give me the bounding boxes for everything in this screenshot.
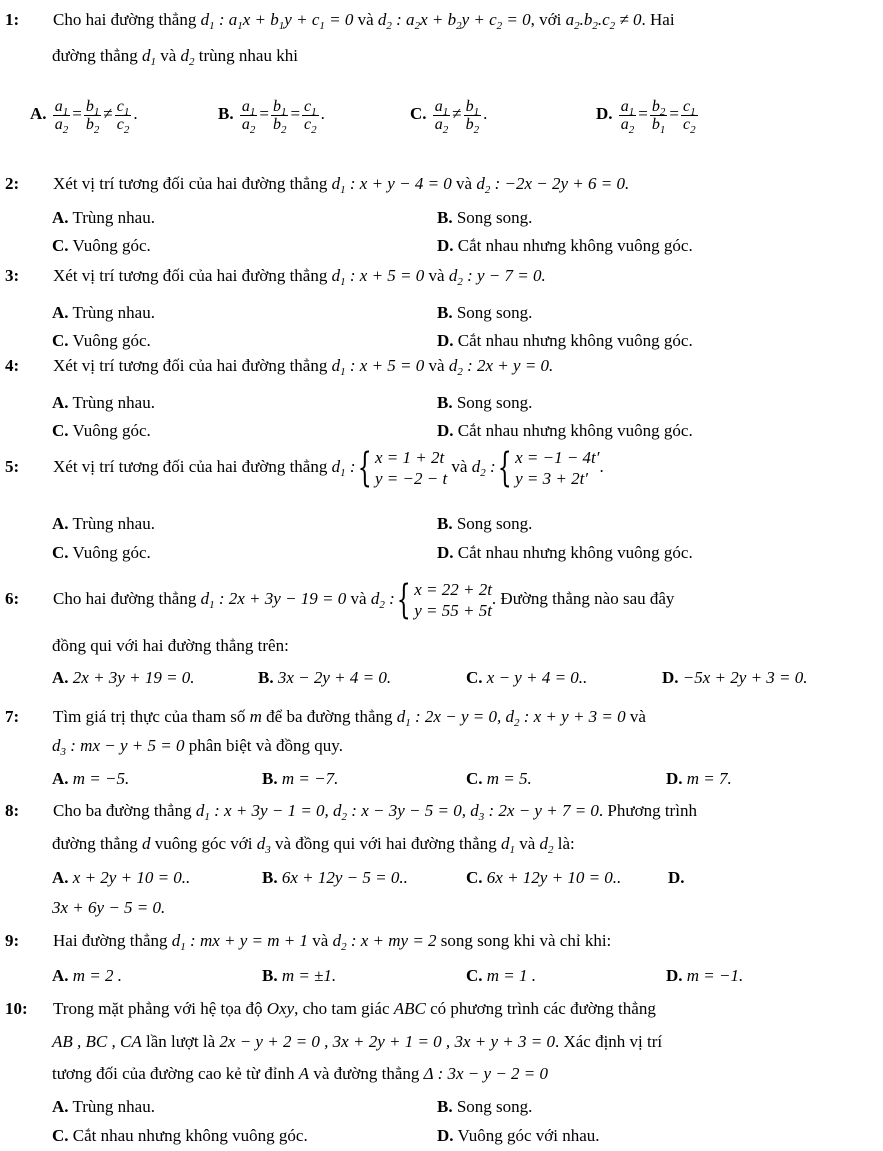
question-8-option-d-label[interactable]: D. bbox=[668, 868, 685, 887]
question-8-option-c[interactable]: C. 6x + 12y + 10 = 0.. bbox=[466, 868, 622, 887]
question-10-line2: AB , BC , CA lần lượt là 2x − y + 2 = 0 , 3x + 2y + 1 = 0 , 3x + y + 3 = 0. Xác định vị trí bbox=[52, 1032, 663, 1051]
question-1-line2: đường thẳng $d_1$ và $d_2$ trùng nhau khi bbox=[52, 46, 298, 68]
question-1-option-b[interactable]: B. $\frac{a_1}{a_2}$ = $\frac{b_1}{b_2}$ = $\frac{c_1}{c_2}$ . bbox=[218, 97, 325, 136]
question-8-option-a[interactable]: A. x + 2y + 10 = 0.. bbox=[52, 868, 191, 887]
question-4-option-c[interactable]: C. Vuông góc. bbox=[52, 421, 151, 440]
question-10-option-a[interactable]: A. Trùng nhau. bbox=[52, 1097, 155, 1116]
question-2-stem: 2: Xét vị trí tương đối của hai đường thẳng $d_1$ : x + y − 4 = 0 và $d_2$ : −2x − 2y + 6 = 0. bbox=[5, 174, 630, 196]
question-2-option-b[interactable]: B. Song song. bbox=[437, 208, 533, 227]
system-d2: { x = −1 − 4t′ y = 3 + 2t′ bbox=[497, 445, 600, 492]
question-10-line3: tương đối của đường cao kẻ từ đỉnh A và đường thẳng Δ : 3x − y − 2 = 0 bbox=[52, 1064, 549, 1083]
question-6-option-d[interactable]: D. −5x + 2y + 3 = 0. bbox=[662, 668, 808, 687]
question-9-stem: 9: Hai đường thẳng $d_1$ : mx + y = m + 1 và $d_2$ : x + my = 2 song song khi và chỉ khi: bbox=[5, 931, 612, 953]
question-7-option-c[interactable]: C. m = 5. bbox=[466, 769, 532, 788]
question-10-option-c[interactable]: C. Cắt nhau nhưng không vuông góc. bbox=[52, 1126, 308, 1145]
question-5-option-c[interactable]: C. Vuông góc. bbox=[52, 543, 151, 562]
question-3-option-c[interactable]: C. Vuông góc. bbox=[52, 331, 151, 350]
question-6-option-b[interactable]: B. 3x − 2y + 4 = 0. bbox=[258, 668, 392, 687]
question-4-option-a[interactable]: A. Trùng nhau. bbox=[52, 393, 155, 412]
question-9-option-d[interactable]: D. m = −1. bbox=[666, 966, 744, 985]
question-1-option-a[interactable]: A. $\frac{a_1}{a_2}$ = $\frac{b_1}{b_2}$ ≠ $\frac{c_1}{c_2}$ . bbox=[30, 97, 138, 136]
question-3-option-d[interactable]: D. Cắt nhau nhưng không vuông góc. bbox=[437, 331, 693, 350]
question-7-stem: 7: Tìm giá trị thực của tham số m để ba đường thẳng $d_1$ : 2x − y = 0, $d_2$ : x + y + 3 = 0 và bbox=[5, 707, 646, 729]
question-4-stem: 4: Xét vị trí tương đối của hai đường thẳng $d_1$ : x + 5 = 0 và $d_2$ : 2x + y = 0. bbox=[5, 356, 554, 378]
question-8-line2: đường thẳng d vuông góc với $d_3$ và đồng qui với hai đường thẳng $d_1$ và $d_2$ là: bbox=[52, 834, 575, 856]
question-3-stem: 3: Xét vị trí tương đối của hai đường thẳng $d_1$ : x + 5 = 0 và $d_2$ : y − 7 = 0. bbox=[5, 266, 546, 288]
question-7-option-b[interactable]: B. m = −7. bbox=[262, 769, 339, 788]
question-1-option-d[interactable]: D. $\frac{a_1}{a_2}$ = $\frac{b_2}{b_1}$ = $\frac{c_1}{c_2}$ bbox=[596, 97, 696, 136]
question-4-option-d[interactable]: D. Cắt nhau nhưng không vuông góc. bbox=[437, 421, 693, 440]
question-7-line2: $d_3$ : mx − y + 5 = 0 phân biệt và đồng quy. bbox=[52, 736, 343, 758]
system-d2: { x = 22 + 2t y = 55 + 5t bbox=[396, 577, 492, 624]
question-7-option-a[interactable]: A. m = −5. bbox=[52, 769, 130, 788]
question-8-stem: 8: Cho ba đường thẳng $d_1$ : x + 3y − 1 = 0, $d_2$ : x − 3y − 5 = 0, $d_3$ : 2x − y + 7 = 0. Phương trình bbox=[5, 801, 697, 823]
question-2-option-d[interactable]: D. Cắt nhau nhưng không vuông góc. bbox=[437, 236, 693, 255]
question-2-option-a[interactable]: A. Trùng nhau. bbox=[52, 208, 155, 227]
question-6-stem: 6: Cho hai đường thẳng $d_1$ : 2x + 3y − 19 = 0 và $d_2$ : { x = 22 + 2t y = 55 + 5t . Đường thẳng nào sau đây bbox=[5, 577, 675, 624]
question-5-option-a[interactable]: A. Trùng nhau. bbox=[52, 514, 155, 533]
question-5-stem: 5: Xét vị trí tương đối của hai đường thẳng $d_1$ : { x = 1 + 2t y = −2 − t và $d_2$ : { x = −1 − 4t′ y = 3 + 2t′ . bbox=[5, 445, 604, 492]
question-1-stem: 1: Cho hai đường thẳng $d_1$ : $a_1x + b_1y + c_1 = 0$ và $d_2$ : $a_2x + b_2y + c_2 = 0$, với $a_2.b_2.c_2 \ne 0$. Hai bbox=[5, 10, 675, 32]
question-3-option-a[interactable]: A. Trùng nhau. bbox=[52, 303, 155, 322]
system-d1: { x = 1 + 2t y = −2 − t bbox=[357, 445, 448, 492]
question-6-option-a[interactable]: A. 2x + 3y + 19 = 0. bbox=[52, 668, 195, 687]
question-2-option-c[interactable]: C. Vuông góc. bbox=[52, 236, 151, 255]
question-8-option-b[interactable]: B. 6x + 12y − 5 = 0.. bbox=[262, 868, 408, 887]
question-10-option-d[interactable]: D. Vuông góc với nhau. bbox=[437, 1126, 600, 1145]
question-10-option-b[interactable]: B. Song song. bbox=[437, 1097, 533, 1116]
question-6-line2: đồng qui với hai đường thẳng trên: bbox=[52, 636, 289, 655]
question-8-option-d[interactable]: 3x + 6y − 5 = 0. bbox=[52, 898, 166, 917]
question-7-option-d[interactable]: D. m = 7. bbox=[666, 769, 732, 788]
question-1-option-c[interactable]: C. $\frac{a_1}{a_2}$ ≠ $\frac{b_1}{b_2}$ . bbox=[410, 97, 488, 136]
question-5-option-b[interactable]: B. Song song. bbox=[437, 514, 533, 533]
question-9-option-b[interactable]: B. m = ±1. bbox=[262, 966, 337, 985]
question-10-stem: 10: Trong mặt phẳng với hệ tọa độ Oxy, cho tam giác ABC có phương trình các đường thẳng bbox=[5, 999, 656, 1018]
question-4-option-b[interactable]: B. Song song. bbox=[437, 393, 533, 412]
question-9-option-c[interactable]: C. m = 1 . bbox=[466, 966, 537, 985]
question-6-option-c[interactable]: C. x − y + 4 = 0.. bbox=[466, 668, 588, 687]
question-3-option-b[interactable]: B. Song song. bbox=[437, 303, 533, 322]
question-5-option-d[interactable]: D. Cắt nhau nhưng không vuông góc. bbox=[437, 543, 693, 562]
question-9-option-a[interactable]: A. m = 2 . bbox=[52, 966, 123, 985]
